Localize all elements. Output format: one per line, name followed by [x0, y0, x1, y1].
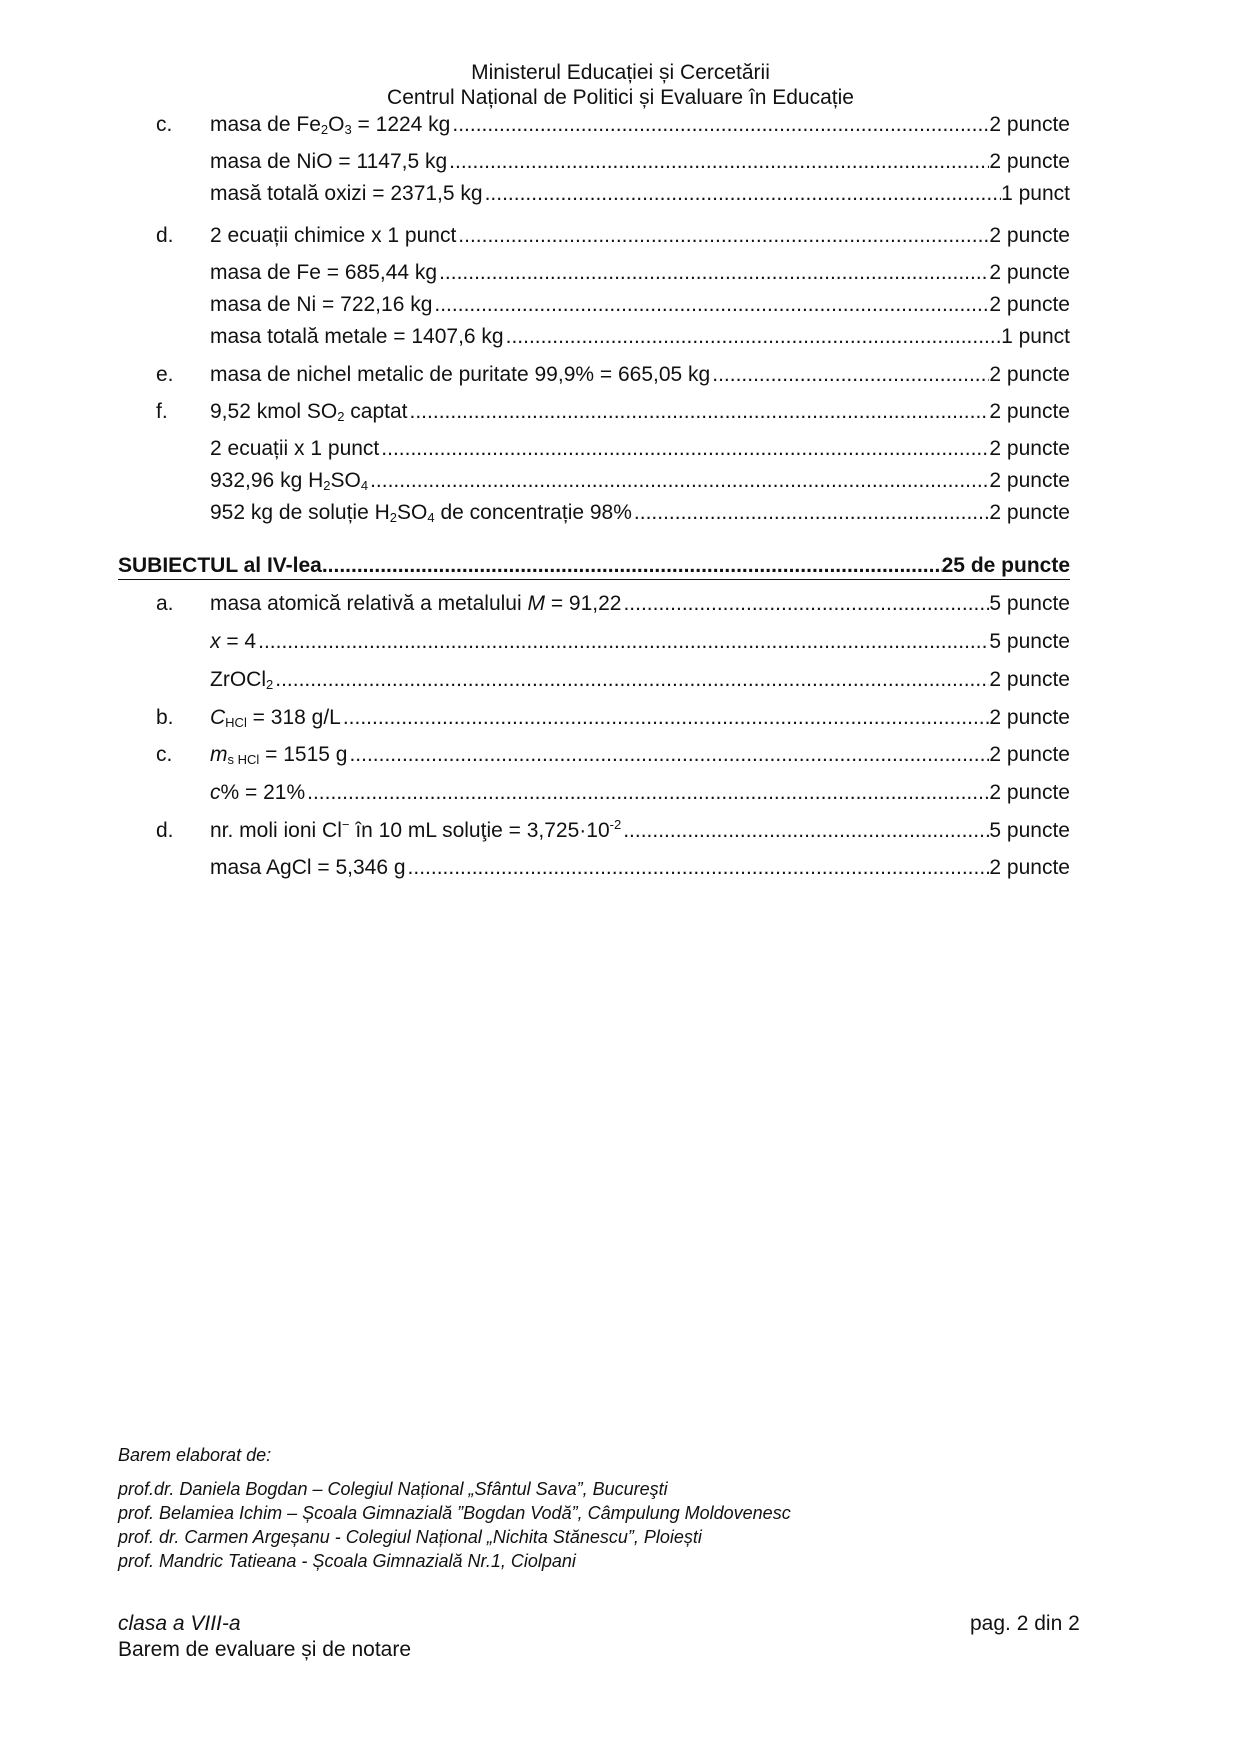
criterion-text: 932,96 kg $H_2SO_4$	[210, 469, 369, 493]
score-row	[118, 148, 1070, 176]
criterion-text: masa atomică relativă a metalului M = 91,22	[210, 592, 622, 615]
page-header	[0, 60, 1241, 110]
criterion-text: 2 ecuații x 1 punct	[210, 437, 380, 460]
leader-dots	[434, 291, 989, 319]
score-line	[210, 291, 1070, 319]
leader-dots	[370, 467, 989, 495]
section-points: 25 de puncte	[941, 554, 1070, 577]
score-line	[210, 361, 1070, 389]
criterion-text: masa AgCl = 5,346 g	[210, 856, 406, 879]
score-line	[210, 222, 1070, 250]
item-letter: f.	[156, 400, 168, 423]
criterion-text: 9,52 kmol $SO_2$ captat	[210, 400, 408, 424]
points-value: 5 puncte	[989, 630, 1070, 653]
score-line	[210, 854, 1070, 882]
score-row	[118, 590, 1070, 618]
points-value: 1 punct	[1001, 182, 1070, 205]
points-value: 2 puncte	[989, 856, 1070, 879]
score-line	[210, 148, 1070, 176]
score-line	[210, 398, 1070, 426]
score-line	[210, 180, 1070, 208]
points-value: 2 puncte	[989, 781, 1070, 804]
score-row	[118, 817, 1070, 845]
score-row	[118, 628, 1070, 656]
criterion-text: masa de NiO = 1147,5 kg	[210, 150, 448, 173]
leader-dots	[408, 854, 990, 882]
footer-class: clasa a VIII-a	[118, 1612, 241, 1635]
points-value: 2 puncte	[989, 501, 1070, 524]
score-line	[210, 779, 1070, 807]
item-letter: b.	[156, 706, 174, 729]
leader-dots	[452, 111, 989, 139]
criterion-text: 2 ecuații chimice x 1 punct	[210, 224, 457, 247]
criterion-text: masa totală metale = 1407,6 kg	[210, 325, 504, 348]
header-ministry: Ministerul Educației și Cercetării	[471, 61, 770, 84]
points-value: 2 puncte	[989, 363, 1070, 386]
points-value: 2 puncte	[989, 400, 1070, 423]
leader-dots	[343, 704, 990, 732]
leader-dots	[712, 361, 989, 389]
score-row	[118, 854, 1070, 882]
leader-dots	[307, 779, 989, 807]
criterion-text: masa de Fe = 685,44 kg	[210, 261, 438, 284]
score-row	[118, 111, 1070, 139]
footer-page-number: pag. 2 din 2	[970, 1612, 1080, 1635]
score-row	[118, 704, 1070, 732]
leader-dots	[485, 180, 1002, 208]
leader-dots	[322, 552, 942, 579]
author-line: prof. Belamiea Ichim – Școala Gimnazială ”Bogdan Vodă”, Câmpulung Moldovenesc	[118, 1503, 791, 1523]
criterion-text: masa de $Fe_2O_3 = 1224$ kg	[210, 113, 451, 137]
authors-block	[118, 1443, 791, 1573]
points-value: 2 puncte	[989, 437, 1070, 460]
criterion-text: x = 4	[210, 630, 257, 653]
item-letter: d.	[156, 224, 174, 247]
criterion-text: c% = 21%	[210, 781, 306, 804]
leader-dots	[458, 222, 989, 250]
author-line: prof. dr. Carmen Argeșanu - Colegiul Național „Nichita Stănescu”, Ploiești	[118, 1527, 702, 1547]
footer-title: Barem de evaluare și de notare	[118, 1638, 412, 1661]
leader-dots	[634, 499, 990, 527]
leader-dots	[349, 741, 989, 769]
section-title: SUBIECTUL al IV-lea	[118, 554, 322, 577]
leader-dots	[381, 435, 989, 463]
footer-left	[118, 1611, 411, 1663]
author-line: prof. Mandric Tatieana - Școala Gimnazială Nr.1, Ciolpani	[118, 1551, 576, 1571]
score-line	[210, 666, 1070, 694]
score-row	[118, 741, 1070, 769]
points-value: 2 puncte	[989, 668, 1070, 691]
leader-dots	[506, 323, 1002, 351]
leader-dots	[258, 628, 989, 656]
criterion-text: $m_{s HCl} = 1515$ g	[210, 743, 348, 767]
points-value: 2 puncte	[989, 293, 1070, 316]
score-row	[118, 361, 1070, 389]
points-value: 2 puncte	[989, 706, 1070, 729]
points-value: 2 puncte	[989, 150, 1070, 173]
score-row	[118, 180, 1070, 208]
leader-dots	[275, 666, 989, 694]
item-letter: a.	[156, 592, 174, 615]
score-row	[118, 259, 1070, 287]
score-row	[118, 779, 1070, 807]
author-line: prof.dr. Daniela Bogdan – Colegiul Național „Sfântul Sava”, Bucureşti	[118, 1479, 668, 1499]
score-row	[118, 222, 1070, 250]
criterion-text: ZrOCl$_2$	[210, 668, 274, 692]
criterion-text: masă totală oxizi = 2371,5 kg	[210, 182, 483, 205]
score-row	[118, 467, 1070, 495]
score-row	[118, 291, 1070, 319]
score-line	[210, 590, 1070, 618]
item-letter: d.	[156, 819, 174, 842]
score-line	[210, 323, 1070, 351]
authors-lead: Barem elaborat de:	[118, 1445, 272, 1465]
points-value: 2 puncte	[989, 469, 1070, 492]
item-letter: c.	[156, 113, 173, 136]
points-value: 2 puncte	[989, 113, 1070, 136]
criterion-text: masa de Ni = 722,16 kg	[210, 293, 433, 316]
score-line	[210, 817, 1070, 845]
leader-dots	[623, 817, 989, 845]
points-value: 1 punct	[1001, 325, 1070, 348]
score-row	[118, 323, 1070, 351]
points-value: 2 puncte	[989, 224, 1070, 247]
section-title-row	[118, 552, 1070, 580]
score-row	[118, 435, 1070, 463]
item-letter: e.	[156, 363, 174, 386]
header-center: Centrul Național de Politici și Evaluare în Educație	[387, 86, 854, 109]
criterion-text: nr. moli ioni Cl− în 10 mL soluţie = $3,725\cdot 10^{-2}$	[210, 817, 622, 842]
leader-dots	[410, 398, 990, 426]
points-value: 2 puncte	[989, 261, 1070, 284]
score-line	[210, 628, 1070, 656]
criterion-text: $C_{HCl} = 318$ g/L	[210, 706, 341, 730]
points-value: 5 puncte	[989, 819, 1070, 842]
score-line	[210, 435, 1070, 463]
score-line	[210, 741, 1070, 769]
score-line	[210, 499, 1070, 527]
score-line	[210, 111, 1070, 139]
score-row	[118, 398, 1070, 426]
points-value: 2 puncte	[989, 743, 1070, 766]
leader-dots	[623, 590, 989, 618]
criterion-text: 952 kg de soluție $H_2SO_4$ de concentrație 98%	[210, 501, 632, 525]
score-line	[210, 467, 1070, 495]
score-row	[118, 666, 1070, 694]
leader-dots	[439, 259, 989, 287]
criterion-text: masa de nichel metalic de puritate 99,9% = 665,05 kg	[210, 363, 711, 386]
points-value: 5 puncte	[989, 592, 1070, 615]
score-line	[210, 704, 1070, 732]
score-line	[210, 259, 1070, 287]
leader-dots	[449, 148, 989, 176]
item-letter: c.	[156, 743, 173, 766]
score-row	[118, 499, 1070, 527]
